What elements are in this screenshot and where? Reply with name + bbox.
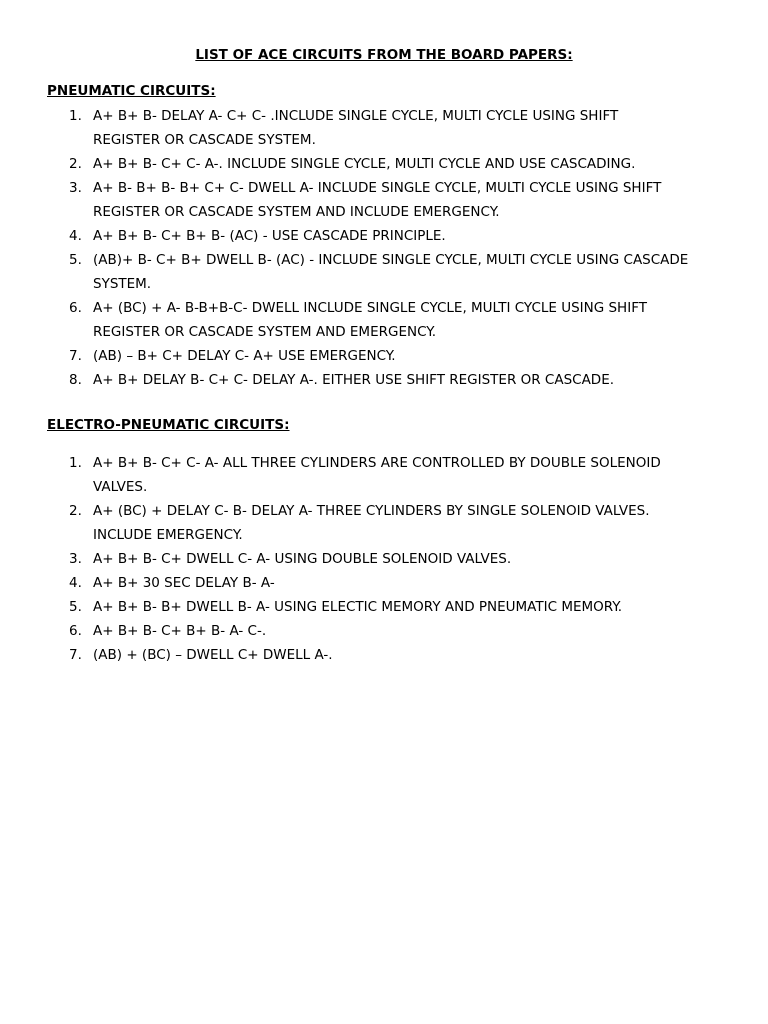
item-number: 1. — [69, 108, 82, 124]
list-item — [0, 571, 768, 595]
item-text: A+ B+ B- C+ C- A-. INCLUDE SINGLE CYCLE, MULTI CYCLE AND USE CASCADING. — [93, 156, 636, 172]
item-number: 7. — [69, 647, 82, 663]
item-text: A+ B+ B- DELAY A- C+ C- .INCLUDE SINGLE CYCLE, MULTI CYCLE USING SHIFT REGISTER OR CASCADE SYSTEM. — [93, 108, 619, 148]
list-item — [0, 499, 768, 547]
list-item — [0, 619, 768, 643]
electro-pneumatic-circuits-list — [0, 451, 768, 667]
document-title: LIST OF ACE CIRCUITS FROM THE BOARD PAPERS: — [195, 47, 573, 63]
item-number: 4. — [69, 575, 82, 591]
item-text: A+ B+ B- C+ B+ B- A- C-. — [93, 623, 267, 639]
item-text: (AB) – B+ C+ DELAY C- A+ USE EMERGENCY. — [93, 348, 396, 364]
list-item — [0, 643, 768, 667]
item-number: 2. — [69, 503, 82, 519]
item-number: 3. — [69, 551, 82, 567]
list-item — [0, 595, 768, 619]
list-item — [0, 344, 768, 368]
item-number: 4. — [69, 228, 82, 244]
item-text: A+ B+ B- C+ DWELL C- A- USING DOUBLE SOLENOID VALVES. — [93, 551, 512, 567]
item-number: 1. — [69, 455, 82, 471]
list-item — [0, 451, 768, 499]
list-item — [0, 547, 768, 571]
item-text: A+ (BC) + DELAY C- B- DELAY A- THREE CYLINDERS BY SINGLE SOLENOID VALVES. INCLUDE EMERGENCY. — [93, 503, 650, 543]
item-number: 8. — [69, 372, 82, 388]
item-number: 5. — [69, 599, 82, 615]
item-text: A+ B+ B- C+ C- A- ALL THREE CYLINDERS ARE CONTROLLED BY DOUBLE SOLENOID VALVES. — [93, 455, 661, 495]
item-number: 2. — [69, 156, 82, 172]
list-item — [0, 368, 768, 392]
item-number: 5. — [69, 252, 82, 268]
list-item — [0, 176, 768, 224]
item-text: (AB)+ B- C+ B+ DWELL B- (AC) - INCLUDE SINGLE CYCLE, MULTI CYCLE USING CASCADE SYSTEM. — [93, 252, 689, 292]
item-text: A+ B+ B- B+ DWELL B- A- USING ELECTIC MEMORY AND PNEUMATIC MEMORY. — [93, 599, 623, 615]
item-text: (AB) + (BC) – DWELL C+ DWELL A-. — [93, 647, 333, 663]
item-number: 3. — [69, 180, 82, 196]
item-number: 7. — [69, 348, 82, 364]
list-item — [0, 296, 768, 344]
item-text: A+ B+ 30 SEC DELAY B- A- — [93, 575, 275, 591]
list-item — [0, 248, 768, 296]
section-heading-pneumatic: PNEUMATIC CIRCUITS: — [47, 83, 216, 99]
list-item — [0, 104, 768, 152]
pneumatic-circuits-list — [0, 104, 768, 392]
list-item — [0, 152, 768, 176]
item-text: A+ B- B+ B- B+ C+ C- DWELL A- INCLUDE SINGLE CYCLE, MULTI CYCLE USING SHIFT REGISTER OR CASCADE SYSTEM AND INCLUDE EMERGENCY. — [93, 180, 662, 220]
item-number: 6. — [69, 300, 82, 316]
section-heading-electro-pneumatic: ELECTRO-PNEUMATIC CIRCUITS: — [47, 417, 290, 433]
item-text: A+ (BC) + A- B-B+B-C- DWELL INCLUDE SINGLE CYCLE, MULTI CYCLE USING SHIFT REGISTER OR CASCADE SYSTEM AND EMERGENCY. — [93, 300, 647, 340]
list-item — [0, 224, 768, 248]
item-text: A+ B+ DELAY B- C+ C- DELAY A-. EITHER USE SHIFT REGISTER OR CASCADE. — [93, 372, 615, 388]
item-number: 6. — [69, 623, 82, 639]
item-text: A+ B+ B- C+ B+ B- (AC) - USE CASCADE PRINCIPLE. — [93, 228, 446, 244]
